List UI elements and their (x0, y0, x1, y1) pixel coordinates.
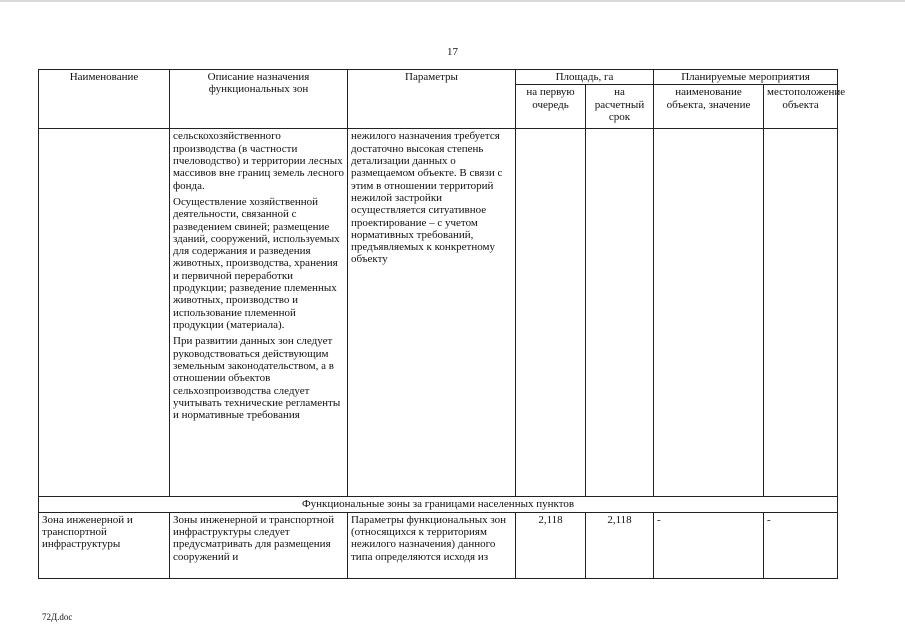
section-title: Функциональные зоны за границами населенных пунктов (39, 497, 838, 512)
row2-parameters: Параметры функциональных зон (относящихся к территориям нежилого назначения) данного типа определяются исходя из (348, 512, 516, 578)
row1-planned-location (764, 129, 838, 497)
row1-description (170, 129, 348, 497)
row2-area-final: 2,118 (586, 512, 654, 578)
header-planned: Планируемые мероприятия (654, 70, 838, 85)
row1-area-final (586, 129, 654, 497)
row1-description-p2: Осуществление хозяйственной деятельности, связанной с разведением свиней; размещение зданий, сооружений, используемых для содержания и разведения животных, производства, хранения и первичной переработки продукции; разведение племенных животных, производство и использование племенной продукции (материала). (173, 195, 340, 331)
row2-name: Зона инженерной и транспортной инфраструктуры (39, 512, 170, 578)
row2-planned-location: - (764, 512, 838, 578)
row2-planned-name: - (654, 512, 764, 578)
table-row (39, 129, 838, 497)
page-number: 17 (447, 46, 458, 58)
header-area-first: на первую очередь (516, 85, 586, 129)
header-parameters: Параметры (348, 70, 516, 129)
header-area-final: на расчетный срок (586, 85, 654, 129)
header-description: Описание назначения функциональных зон (170, 70, 348, 129)
footer-filename: 72Д.doc (42, 612, 73, 622)
row1-name (39, 129, 170, 497)
header-planned-name: наименование объекта, значение (654, 85, 764, 129)
row2-description: Зоны инженерной и транспортной инфраструктуры следует предусматривать для размещения сооружений и (170, 512, 348, 578)
header-area: Площадь, га (516, 70, 654, 85)
row1-parameters: нежилого назначения требуется достаточно высокая степень детализации данных о размещаемом объекте. В связи с этим в отношении территорий нежилой застройки осуществляется ситуативное проектирование – с учетом нормативных требований, предъявляемых к конкретному объекту (348, 129, 516, 497)
header-row-1 (39, 70, 838, 85)
row2-area-first: 2,118 (516, 512, 586, 578)
row1-area-first (516, 129, 586, 497)
header-name: Наименование (39, 70, 170, 129)
table-row (39, 512, 838, 578)
row1-description-p3: При развитии данных зон следует руководствоваться действующим земельным законодательством, а в отношении объектов сельхозпроизводства следует учитывать технические регламенты и нормативные требования (173, 335, 341, 422)
zones-table (38, 69, 846, 579)
section-row (39, 497, 838, 512)
row1-description-p1: сельскохозяйственного производства (в частности пчеловодство) и территории лесных массивов вне границ земель лесного фонда. (173, 130, 344, 192)
scan-top-edge (0, 0, 905, 2)
header-planned-location: местоположение объекта (764, 85, 838, 129)
row1-planned-name (654, 129, 764, 497)
